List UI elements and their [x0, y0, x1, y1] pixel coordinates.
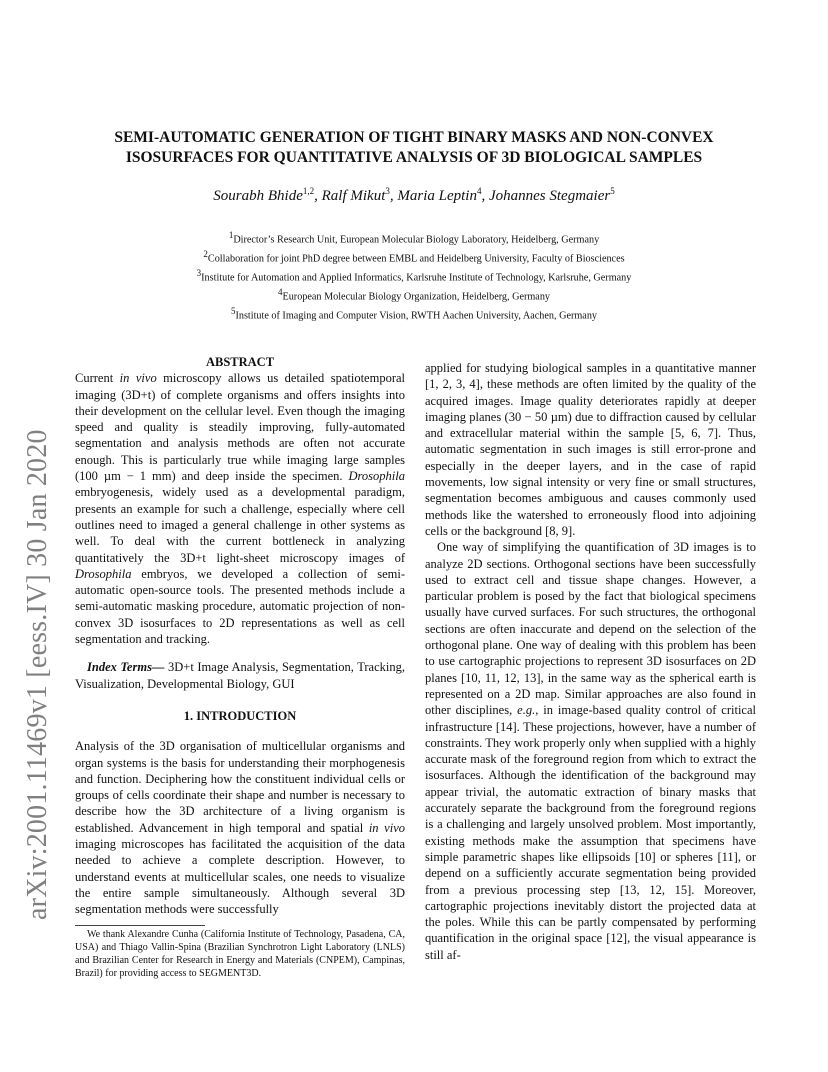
abstract-text-4: embryos, we developed a collection of semi-automatic open-source tools. The presented methods include a semi-automatic masking procedure, automatic projection of non-convex 3D isosurfaces to 2D representations as well as cell segmentation and tracking.	[75, 566, 405, 647]
author-4-sup: 5	[610, 186, 615, 196]
abstract-italic-1: in vivo	[119, 371, 157, 386]
author-2-sup: 3	[385, 186, 390, 196]
rc-text-1c: . Thus, automatic segmentation in such images is still error-prone and especially in the deeper layers, and in the case of rapid movements, low signal intensity or very fine or small structures, segmentation becomes ambiguous and causes commonly used methods like the watershed to erroneously flood into adjoining cells or the background	[425, 426, 757, 538]
rc-text-2e: or spheres	[655, 849, 718, 864]
index-terms-text: 3D+t Image Analysis, Segmentation, Tracking, Visualization, Developmental Biology, GUI	[75, 660, 405, 691]
intro-text-2: imaging microscopes has facilitated the acquisition of the data needed to achieve a complete description. However, to understand events at multicellular scales, one needs to visualize the entire sample simultaneously. Although several 3D segmentation methods were successfully	[75, 837, 405, 917]
rc-italic-eg: e.g.	[517, 703, 536, 718]
affiliation-2-text: Collaboration for joint PhD degree between EMBL and Heidelberg University, Faculty of Biosciences	[207, 253, 625, 265]
rc-text-2d: . These projections, however, have a number of constraints. They work properly only when supplied with a highly accurate mask of the foreground region from which to extract the isosurfaces. Although the identification of the background may appear trivial, the automatic extraction of binary masks that accurately separate the background from the foreground regions is a challenging and largely unsolved problem. Most importantly, existing methods make the assumption that specimens have simple parametric shapes like ellipsoids	[425, 719, 756, 864]
rc-text-2h: , the visual appearance is still af-	[425, 931, 756, 962]
abstract-italic-3: Drosophila	[75, 566, 132, 581]
citation-link[interactable]: [10, 11, 12, 13]	[461, 670, 541, 685]
rc-text-2f: , or depend on a sufficiently accurate segmentation being provided from a previous processing step	[425, 849, 756, 897]
rc-text-2g: . Moreover, cartographic projections inevitably distort the projected data at the poles. While this can be partly compensated by performing quantification in the original space	[425, 882, 756, 946]
introduction-heading: 1. INTRODUCTION	[183, 708, 297, 723]
abstract-heading: ABSTRACT	[205, 355, 275, 369]
arxiv-side-identifier: arXiv:2001.11469v1 [eess.IV] 30 Jan 2020	[22, 429, 53, 920]
footnote-rule	[75, 925, 205, 926]
citation-link[interactable]: [8, 9]	[545, 523, 573, 538]
intro-italic-1: in vivo	[368, 820, 405, 835]
affiliation-1-num: 1	[228, 230, 234, 240]
affiliation-2-num: 2	[203, 249, 208, 259]
rc-text-1b: , these methods are often limited by the quality of the acquired images. Image quality deteriorates rapidly at deeper imaging planes (30 − 50 µm) due to diffraction caused by cellular and extracellular material within the sample	[425, 377, 756, 441]
rc-text-1d: .	[572, 523, 576, 538]
rc-text-2a: One way of simplifying the quantification of 3D images is to analyze 2D sections. Orthogonal sections have been successfully used to extract cell and tissue shape changes. However, a particular problem is posed by the fact that biological specimens usually have curved surfaces. For such structures, the orthogonal sections are often inaccurate and depend on the selection of the orthogonal plane. One way of dealing with this problem has been to use cartographic projections to represent 3D isosurfaces on 2D planes	[425, 540, 756, 685]
affiliation-1	[80, 230, 748, 245]
abstract-text-3: embryogenesis, widely used as a developmental paradigm, presents an example for such a challenge, especially where cell outlines need to imaged a general challenge in other systems as well. To deal with the current bottleneck in analyzing quantitatively the 3D+t light-sheet microscopy images of	[75, 485, 405, 565]
author-4: Johannes Stegmaier	[488, 188, 611, 204]
abstract-italic-2: Drosophila	[348, 469, 405, 484]
paper-title	[80, 128, 748, 168]
citation-link[interactable]: [5, 6, 7]	[670, 426, 719, 441]
left-column	[75, 354, 405, 918]
intro-text-1: Analysis of the 3D organisation of multicellular organisms and organ systems is the basis for understanding their morphogenesis and function. Deciphering how the constituent individual cells or groups of cells coordinate their shape and number is necessary to describe how the 3D architecture of a living organism is established. Advancement in high temporal and spatial	[75, 739, 405, 835]
affiliation-5-num: 5	[230, 306, 236, 316]
citation-link[interactable]: [12]	[606, 931, 628, 946]
author-1: Sourabh Bhide	[213, 188, 303, 204]
title-line-2: ISOSURFACES FOR QUANTITATIVE ANALYSIS OF 3D BIOLOGICAL SAMPLES	[125, 149, 703, 166]
author-list: Sourabh Bhide$^{1,2}$, Ralf Mikut$^3$, Maria Leptin$^4$, Johannes Stegmaier$^5$	[213, 186, 615, 204]
affiliation-5	[80, 306, 748, 321]
affiliation-3	[80, 268, 748, 283]
rc-text-1a: applied for studying biological samples in a quantitative manner	[425, 361, 756, 375]
rc-text-2c: , in image-based quality control of critical infrastructure	[425, 703, 757, 734]
citation-link[interactable]: [11]	[717, 849, 738, 864]
introduction-body	[75, 738, 405, 917]
title-line-1: SEMI-AUTOMATIC GENERATION OF TIGHT BINARY MASKS AND NON-CONVEX	[114, 129, 714, 146]
author-3-sup: 4	[476, 186, 482, 196]
index-terms	[75, 659, 405, 692]
affiliation-3-text: Institute for Automation and Applied Informatics, Karlsruhe Institute of Technology, Karlsruhe, Germany	[201, 272, 632, 284]
citation-link[interactable]: [1, 2, 3, 4]	[425, 377, 480, 392]
affiliation-2	[80, 249, 748, 264]
affiliation-4-num: 4	[277, 287, 283, 297]
abstract-text-2: microscopy allows us detailed spatiotemporal imaging (3D+t) of complete organisms and offers insights into their development on the cellular level. Even though the imaging speed and quality is steadily improving, fully-automated segmentation and analysis methods are often not accurate enough. This is particularly true while imaging large samples (100 µm − 1 mm) and deep inside the specimen.	[75, 371, 406, 484]
affiliation-1-text: Director’s Research Unit, European Molecular Biology Laboratory, Heidelberg, Germany	[233, 234, 600, 246]
acknowledgement-footnote: We thank Alexandre Cunha (California Institute of Technology, Pasadena, CA, USA) and Thiago Vallin-Spina (Brazilian Synchrotron Light Laboratory (LNLS) and Brazilian Center for Research in Energy and Materials (CNPEM), Campinas, Brazil) for providing access to SEGMENT3D.	[75, 929, 405, 979]
author-3: Maria Leptin	[397, 188, 477, 204]
right-paragraph-1	[425, 360, 756, 539]
right-paragraph-2	[425, 539, 756, 963]
affiliation-5-text: Institute of Imaging and Computer Vision, RWTH Aachen University, Aachen, Germany	[235, 310, 598, 322]
author-2: Ralf Mikut	[321, 188, 386, 204]
right-column	[425, 360, 756, 963]
citation-link[interactable]: [13, 12, 15]	[619, 882, 692, 897]
affiliation-3-num: 3	[196, 268, 202, 278]
citation-link[interactable]: [10]	[634, 849, 656, 864]
author-1-sup: 1,2	[302, 186, 315, 196]
affiliation-4	[80, 287, 748, 302]
rc-text-2b: , in the same way as the spherical earth is represented on a 2D map. Similar approaches are also found in other disciplines,	[425, 670, 756, 718]
affiliation-4-text: European Molecular Biology Organization, Heidelberg, Germany	[282, 291, 551, 303]
abstract-body	[75, 370, 405, 647]
citation-link[interactable]: [14]	[495, 719, 517, 734]
index-terms-label: Index Terms—	[87, 660, 165, 675]
abstract-text-1: Current	[75, 371, 120, 386]
